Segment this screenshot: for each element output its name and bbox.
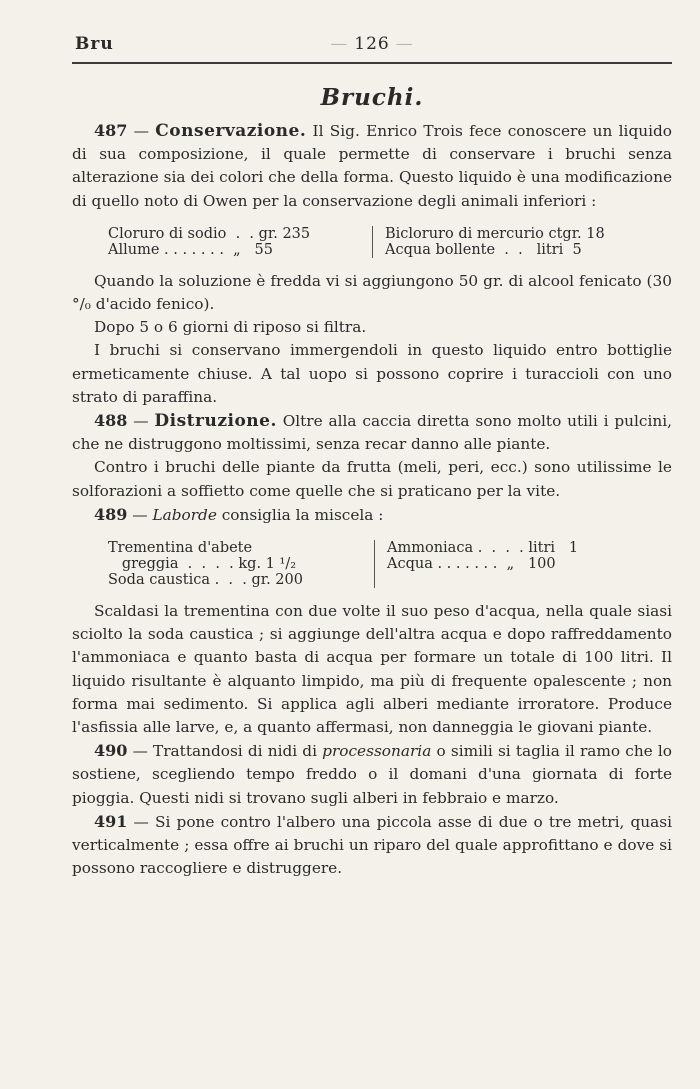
recipe-table-mixture <box>108 540 672 588</box>
page-number-wrapper <box>72 34 672 54</box>
recipe-table-conservation <box>108 226 672 258</box>
recipe-row: Soda caustica . . . gr. 200 <box>108 572 303 589</box>
paragraph-text: Scaldasi la trementina con due volte il suo peso d'acqua, nella quale siasi sciolto la soda caustica ; si aggiunge dell'altra acqua e dopo raffreddamento l'ammoniaca e quanto basta di acqua per formare un totale di 100 litri. Il liquido risultante è alquanto limpido, ma più di frequente opalescente ; non forma mai sedimento. Si applica agli alberi mediante irroratore. Produce l'asfissia alle larve, e, a quanto affermasi, non danneggia le giovani piante. <box>72 602 672 737</box>
recipe-row: Bicloruro di mercurio ctgr. 18 <box>385 225 605 242</box>
paragraph-491 <box>72 810 672 881</box>
paragraph-text: consiglia la miscela : <box>216 505 384 524</box>
paragraph-text: Contro i bruchi delle piante da frutta (meli, peri, ecc.) sono utilissime le solforazioni a soffietto come quelle che si praticano per la vite. <box>72 458 672 500</box>
paragraph-text: Il Sig. Enrico Trois fece conoscere un liquido di sua composizione, il quale permette di conservare i bruchi senza alterazione sia dei colori che della forma. Questo liquido è una modificazione di quello noto di Owen per la conservazione degli animali inferiori : <box>72 122 672 210</box>
paragraph-number: 489 <box>94 504 128 524</box>
page-number: 126 <box>354 34 390 54</box>
recipe-column-left <box>108 540 374 588</box>
header-keyword: Bru <box>75 34 114 54</box>
header-dash-right: — <box>395 34 414 54</box>
paragraph-text: Si pone contro l'albero una piccola asse di due o tre metri, quasi verticalmente ; essa offre ai bruchi un riparo del quale approfittano e dove si possono raccogliere e distruggere. <box>72 812 672 878</box>
number-separator: — <box>127 742 154 761</box>
paragraph-heading: Distruzione. <box>154 411 277 432</box>
paragraph-number: 487 <box>94 121 128 140</box>
author-name: Laborde <box>152 505 217 524</box>
emphasized-term: processonaria <box>322 742 432 761</box>
paragraph-heading: Conservazione. <box>155 121 307 141</box>
paragraph-text: Dopo 5 o 6 giorni di riposo si filtra. <box>94 318 367 337</box>
recipe-row: Allume . . . . . . . „ 55 <box>108 241 273 258</box>
number-separator: — <box>127 122 156 140</box>
number-separator: — <box>127 505 153 524</box>
paragraph-text: Oltre alla caccia diretta sono molto utili i pulcini, che ne distruggono moltissimi, senza recar danno alle piante. <box>72 412 672 454</box>
header-rule <box>72 62 672 64</box>
paragraph-text: I bruchi si conservano immergendoli in questo liquido entro bottiglie ermeticamente chiuse. A tal uopo si possono coprire i turaccioli con uno strato di paraffina. <box>72 341 672 406</box>
recipe-column-left <box>108 226 372 258</box>
header-dash-left: — <box>330 34 349 54</box>
recipe-column-right <box>374 540 590 588</box>
recipe-row: Acqua . . . . . . . „ 100 <box>387 556 556 573</box>
recipe-row: Cloruro di sodio . . gr. 235 <box>108 225 311 242</box>
paragraph-number: 490 <box>94 741 128 761</box>
number-separator: — <box>127 412 155 431</box>
recipe-row: Trementina d'abete <box>108 540 253 557</box>
recipe-row: Acqua bollente . . litri 5 <box>385 241 582 258</box>
paragraph-489 <box>72 503 672 527</box>
recipe-column-right <box>372 226 617 258</box>
paragraph-number: 491 <box>94 811 128 831</box>
paragraph-490 <box>72 739 672 810</box>
paragraph-487 <box>72 119 672 213</box>
running-header <box>72 30 672 60</box>
recipe-row: greggia . . . . kg. 1 ¹/₂ <box>108 556 297 573</box>
paragraph-number: 488 <box>94 411 128 431</box>
paragraph-text: Trattandosi di nidi di <box>153 742 323 761</box>
section-title: Bruchi. <box>320 84 424 111</box>
recipe-row: Ammoniaca . . . . litri 1 <box>387 540 579 557</box>
paragraph-text: o simili si taglia il ramo che lo sostiene, scegliendo tempo freddo o il domani d'una giornata di forte pioggia. Questi nidi si trovano sugli alberi in febbraio e marzo. <box>72 742 672 807</box>
paragraph-488 <box>72 409 672 456</box>
paragraph-text: Quando la soluzione è fredda vi si aggiungono 50 gr. di alcool fenicato (30 °/₀ d'acido fenico). <box>72 271 672 314</box>
number-separator: — <box>127 812 156 831</box>
